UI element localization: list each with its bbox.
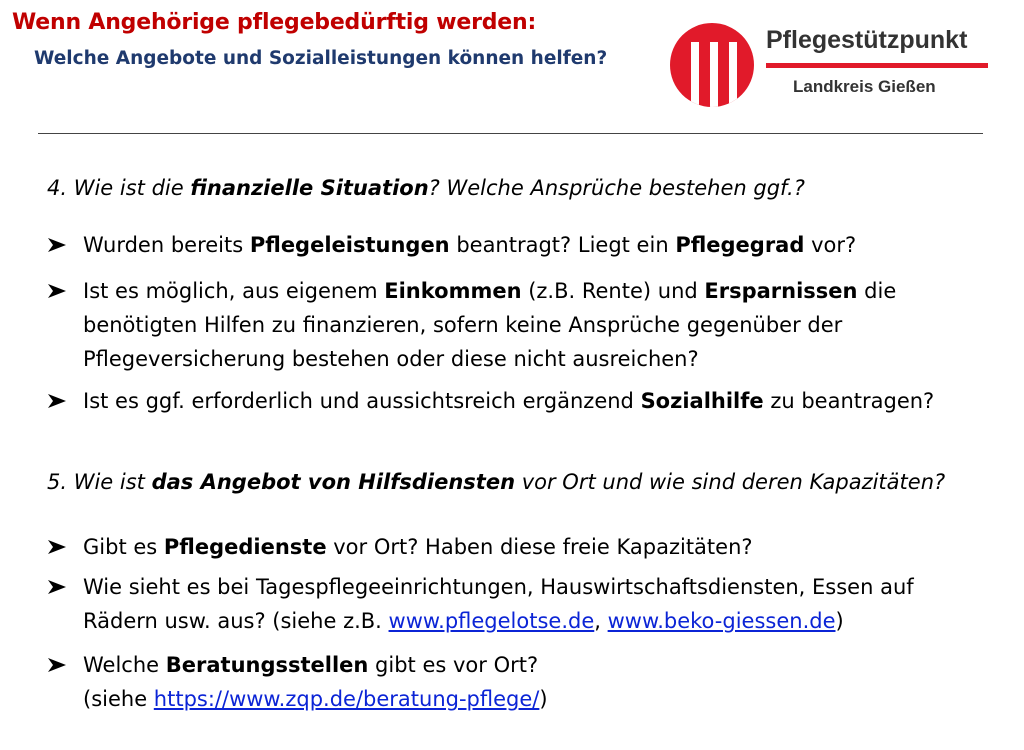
beko-giessen-link[interactable]: www.beko-giessen.de bbox=[607, 609, 836, 633]
logo-mark-icon bbox=[668, 20, 760, 110]
pflegelotse-link[interactable]: www.pflegelotse.de bbox=[388, 609, 595, 633]
arrow-bullet-icon bbox=[47, 530, 69, 555]
section-4-heading: 4. Wie ist die finanzielle Situation? Welche Ansprüche bestehen ggf.? bbox=[47, 176, 805, 200]
arrow-bullet-icon bbox=[47, 228, 69, 253]
logo-subtitle: Landkreis Gießen bbox=[793, 77, 936, 96]
page-title: Wenn Angehörige pflegebedürftig werden: bbox=[12, 10, 537, 35]
header-divider bbox=[38, 133, 983, 134]
logo-red-bar bbox=[766, 63, 988, 68]
logo-name: Pflegestützpunkt bbox=[766, 26, 968, 54]
arrow-bullet-icon bbox=[47, 570, 69, 595]
section-5-heading: 5. Wie ist das Angebot von Hilfsdiensten vor Ort und wie sind deren Kapazitäten? bbox=[47, 470, 946, 494]
arrow-bullet-icon bbox=[47, 648, 69, 673]
pflegestuetzpunkt-logo bbox=[668, 20, 998, 110]
arrow-bullet-icon bbox=[47, 274, 69, 299]
arrow-bullet-icon bbox=[47, 384, 69, 409]
zqp-beratung-link[interactable]: https://www.zqp.de/beratung-pflege/ bbox=[153, 687, 540, 711]
page-subtitle: Welche Angebote und Sozialleistungen können helfen? bbox=[34, 48, 608, 69]
